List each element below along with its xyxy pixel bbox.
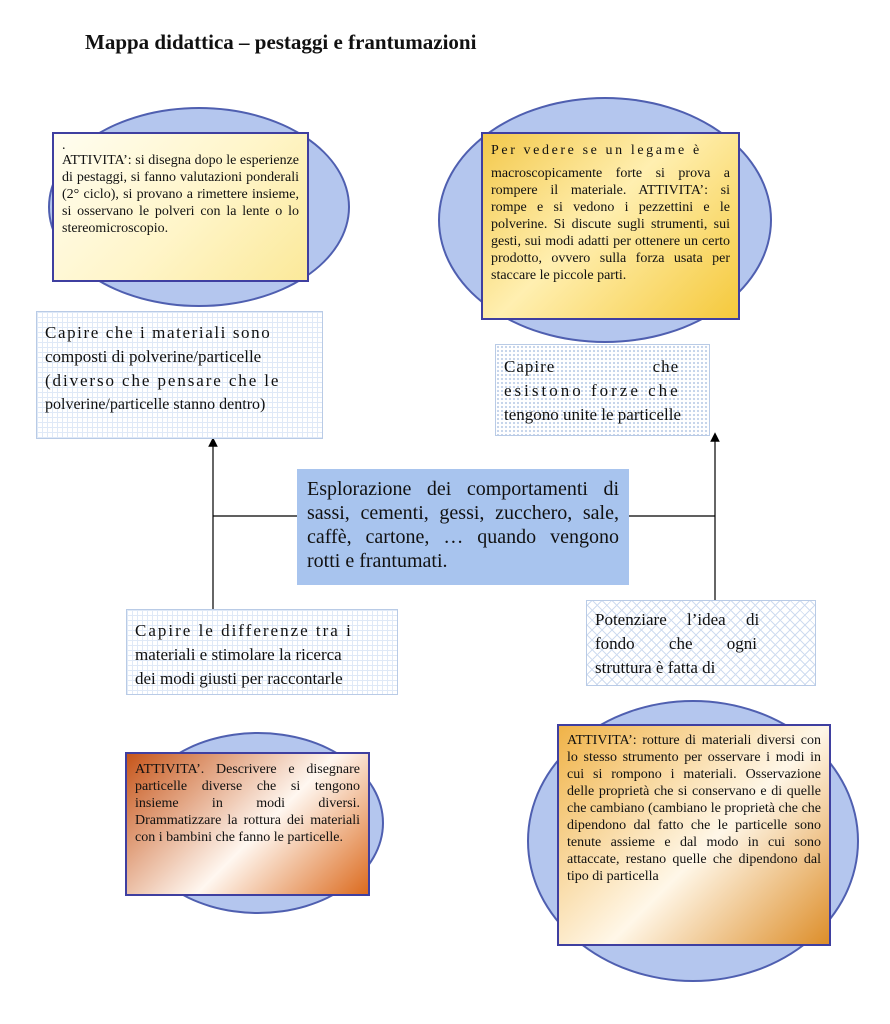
concept-line3: dei modi giusti per raccontarle bbox=[135, 669, 343, 688]
concept-box-materials-particles bbox=[36, 311, 323, 439]
activity-box-top-left bbox=[52, 132, 309, 282]
activity-box-bottom-left bbox=[125, 752, 370, 896]
activity-text: macroscopicamente forte si prova a rompere il materiale. ATTIVITA’: si rompe e si vedono i pezzettini e le polverine. Si discute sugli strumenti, sui gesti, sui modi adatti per ottenere un certo prodotto, ovvero sulla forza usata per staccare le piccole parti. bbox=[491, 166, 730, 283]
activity-box-bottom-right bbox=[557, 724, 831, 946]
activity-text: ATTIVITA’: rotture di materiali diversi con lo stesso strumento per osservare i modi in cui si rompono i materiali. Osservazione delle proprietà che si conservano e di quelle che cambiano (cambiano le proprietà che che dipendono dal fatto che le particelle sono tenute assieme e dal modo in cui sono attaccate, restano quelle che dipendono dal tipo di particella bbox=[567, 733, 821, 884]
concept-line2: fondo che ogni bbox=[595, 634, 757, 653]
activity-line1: Per vedere se un legame è bbox=[491, 143, 702, 158]
concept-line1: Capire che i materiali sono bbox=[45, 323, 272, 342]
concept-line1: Potenziare l’idea di bbox=[595, 610, 760, 629]
concept-line4: polverine/particelle stanno dentro) bbox=[45, 396, 266, 413]
central-topic-text: Esplorazione dei comportamenti di sassi, cementi, gessi, zucchero, sale, caffè, cartone, … quando vengono rotti e frantumati. bbox=[307, 478, 619, 572]
activity-box-top-right bbox=[481, 132, 740, 320]
concept-box-forces bbox=[495, 344, 710, 436]
concept-line3: tengono unite le particelle bbox=[504, 405, 682, 424]
concept-line2: composti di polverine/particelle bbox=[45, 347, 262, 366]
concept-box-differences bbox=[126, 609, 398, 695]
dot-line: . bbox=[62, 138, 66, 153]
central-topic bbox=[297, 469, 629, 585]
activity-text: ATTIVITA’: si disegna dopo le esperienze di pestaggi, si fanno valutazioni ponderali (2° ciclo), si provano a rimettere insieme, si osservano le polveri con la lente o lo stereomicroscopio. bbox=[62, 153, 299, 236]
concept-line2: esistono forze che bbox=[504, 381, 681, 400]
page-title: Mappa didattica – pestaggi e frantumazioni bbox=[85, 30, 477, 54]
concept-line1: Capire le differenze tra i bbox=[135, 621, 353, 640]
concept-box-structure bbox=[586, 600, 816, 686]
activity-text: ATTIVITA’. Descrivere e disegnare particelle diverse che si tengono insieme in modi diversi. Drammatizzare la rottura dei materiali con i bambini che fanno le particelle. bbox=[135, 762, 360, 845]
concept-line2: materiali e stimolare la ricerca bbox=[135, 645, 342, 664]
concept-line3: struttura è fatta di bbox=[595, 658, 716, 677]
concept-line3: (diverso che pensare che le bbox=[45, 371, 281, 390]
concept-line1: Capire che bbox=[504, 357, 680, 376]
